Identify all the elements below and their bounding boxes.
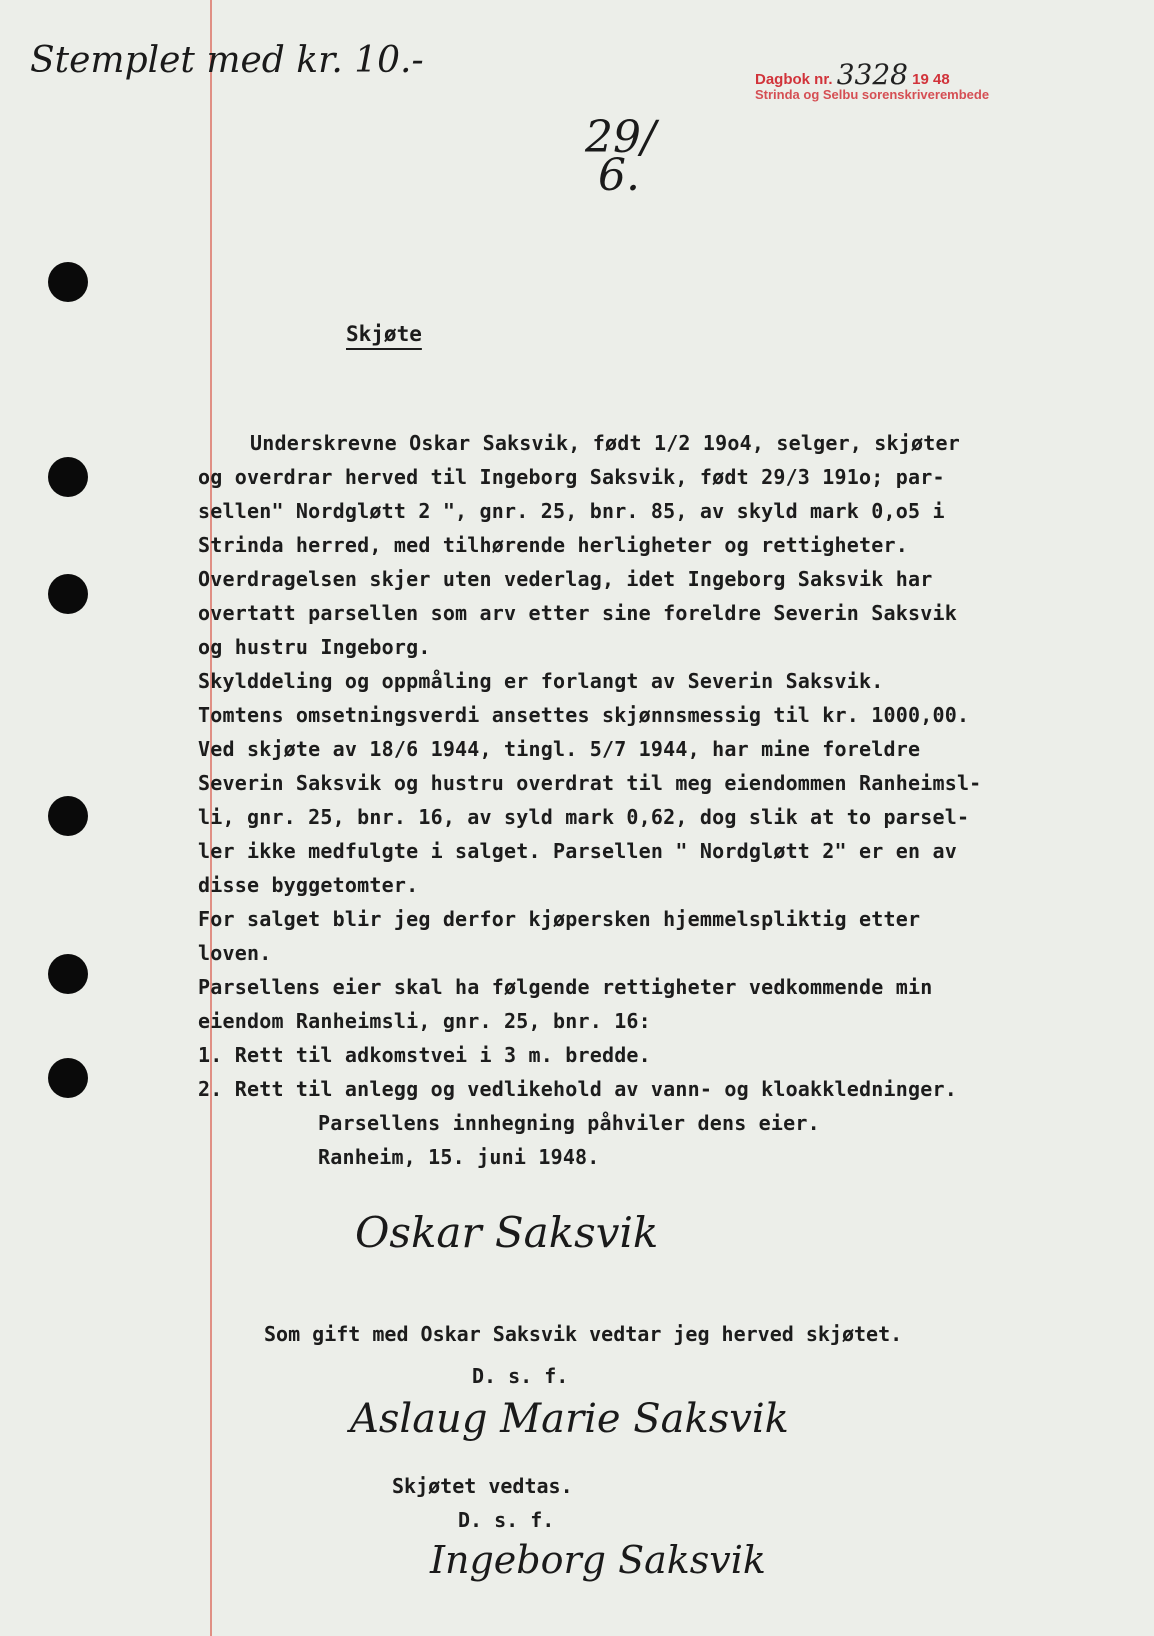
body-line: For salget blir jeg derfor kjøpersken hjemmelspliktig etter <box>198 907 921 931</box>
handwritten-stamp-note: Stemplet med kr. 10.- <box>30 40 424 81</box>
accepted-line: Skjøtet vedtas. <box>392 1474 573 1498</box>
punch-hole <box>48 457 88 497</box>
registry-stamp <box>755 58 989 102</box>
punch-hole <box>48 796 88 836</box>
handwritten-date-top: 29/ <box>585 112 656 163</box>
stamp-label: Dagbok nr. <box>755 71 833 88</box>
signature-oskar: Oskar Saksvik <box>355 1208 659 1257</box>
body-line: ler ikke medfulgte i salget. Parsellen " Nordgløtt 2" er en av <box>198 839 957 863</box>
stamp-number: 3328 <box>836 58 908 91</box>
body-line: Skylddeling og oppmåling er forlangt av Severin Saksvik. <box>198 669 884 693</box>
dsf-2: D. s. f. <box>458 1508 555 1532</box>
punch-hole <box>48 954 88 994</box>
body-line: Strinda herred, med tilhørende herligheter og rettigheter. <box>198 533 908 557</box>
body-line: og hustru Ingeborg. <box>198 635 431 659</box>
document-body <box>198 426 1098 1174</box>
body-line: Overdragelsen skjer uten vederlag, idet Ingeborg Saksvik har <box>198 567 933 591</box>
body-line: og overdrar herved til Ingeborg Saksvik, født 29/3 191o; par- <box>198 465 945 489</box>
body-line: 2. Rett til anlegg og vedlikehold av vann- og kloakkledninger. <box>198 1077 957 1101</box>
punch-hole <box>48 1058 88 1098</box>
dsf-1: D. s. f. <box>472 1364 569 1388</box>
body-line: li, gnr. 25, bnr. 16, av syld mark 0,62, dog slik at to parsel- <box>198 805 970 829</box>
body-line: Underskrevne Oskar Saksvik, født 1/2 19o4, selger, skjøter <box>250 431 960 455</box>
handwritten-date-bottom: 6. <box>598 150 640 201</box>
body-line: Parsellens innhegning påhviler dens eier. <box>318 1111 820 1135</box>
body-line: Ved skjøte av 18/6 1944, tingl. 5/7 1944, har mine foreldre <box>198 737 921 761</box>
body-line: Tomtens omsetningsverdi ansettes skjønnsmessig til kr. 1000,00. <box>198 703 970 727</box>
body-line: Severin Saksvik og hustru overdrat til meg eiendommen Ranheimsl- <box>198 771 982 795</box>
signature-aslaug: Aslaug Marie Saksvik <box>350 1396 789 1442</box>
spouse-consent: Som gift med Oskar Saksvik vedtar jeg herved skjøtet. <box>264 1322 903 1346</box>
body-line: overtatt parsellen som arv etter sine foreldre Severin Saksvik <box>198 601 957 625</box>
body-line: 1. Rett til adkomstvei i 3 m. bredde. <box>198 1043 651 1067</box>
document-title: Skjøte <box>346 322 422 346</box>
signature-ingeborg: Ingeborg Saksvik <box>430 1538 766 1582</box>
body-line: Ranheim, 15. juni 1948. <box>318 1145 600 1169</box>
stamp-year: 19 48 <box>912 71 950 88</box>
stamp-office: Strinda og Selbu sorenskriverembede <box>755 87 990 102</box>
body-line: sellen" Nordgløtt 2 ", gnr. 25, bnr. 85, av skyld mark 0,o5 i <box>198 499 945 523</box>
body-line: loven. <box>198 941 272 965</box>
punch-hole <box>48 574 88 614</box>
punch-hole <box>48 262 88 302</box>
body-line: Parsellens eier skal ha følgende rettigheter vedkommende min <box>198 975 933 999</box>
body-line: eiendom Ranheimsli, gnr. 25, bnr. 16: <box>198 1009 651 1033</box>
body-line: disse byggetomter. <box>198 873 419 897</box>
